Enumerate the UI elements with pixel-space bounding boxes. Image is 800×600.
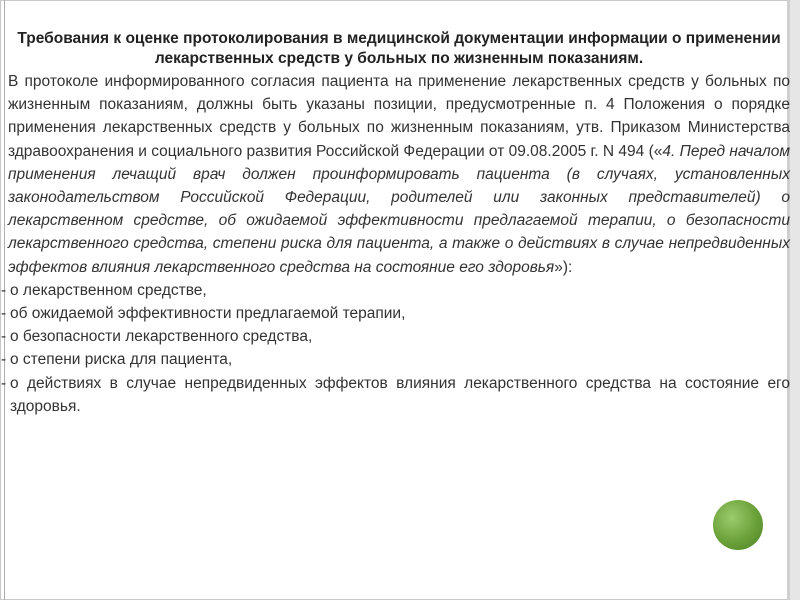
list-bullet: -: [1, 281, 7, 299]
list-item: [1, 302, 790, 325]
green-circle-decoration: [713, 500, 763, 550]
list-item: [1, 372, 790, 418]
list-item-text: о действиях в случае непредвиденных эффектов влияния лекарственного средства на состояние его здоровья.: [10, 374, 790, 415]
list-item: [1, 325, 790, 348]
list-item: [1, 279, 790, 302]
right-edge-band: [790, 0, 800, 600]
list-item-text: о лекарственном средстве,: [10, 281, 207, 299]
list-item-text: об ожидаемой эффективности предлагаемой терапии,: [10, 305, 406, 323]
list-bullet: -: [1, 374, 7, 392]
list-item: [1, 348, 790, 371]
slide-title: Требования к оценке протоколирования в медицинской документации информации о применении лекарственных средств у больных по жизненным показаниям.: [17, 30, 781, 67]
list-item-text: о безопасности лекарственного средства,: [10, 328, 313, 346]
paragraph-intro: В протоколе информированного согласия пациента на применение лекарственных средств у больных по жизненным показаниям, должны быть указаны позиции, предусмотренные п. 4 Положения о порядке применения лекарственных средств у больных по жизненным показаниям, утв. Приказом Министерства здравоохранения и социального развития Российской Федерации от 09.08.2005 г. N 494 («: [8, 73, 790, 160]
body-paragraph: [8, 70, 790, 279]
paragraph-outro: »):: [554, 258, 573, 276]
list-bullet: -: [1, 351, 7, 369]
list-bullet: -: [1, 305, 7, 323]
paragraph-quote: 4. Перед началом применения лечащий врач должен проинформировать пациента (в случаях, установленных законодательством Российской Федерации, родителей или законных представителей) о лекарственном средстве, об ожидаемой эффективности предлагаемой терапии, о безопасности лекарственного средства, степени риска для пациента, а также о действиях в случае непредвиденных эффектов влияния лекарственного средства на состояние его здоровья: [8, 142, 790, 276]
slide-content: [1, 29, 790, 418]
requirements-list: [1, 279, 790, 418]
list-item-text: о степени риска для пациента,: [10, 351, 233, 369]
list-bullet: -: [1, 328, 7, 346]
